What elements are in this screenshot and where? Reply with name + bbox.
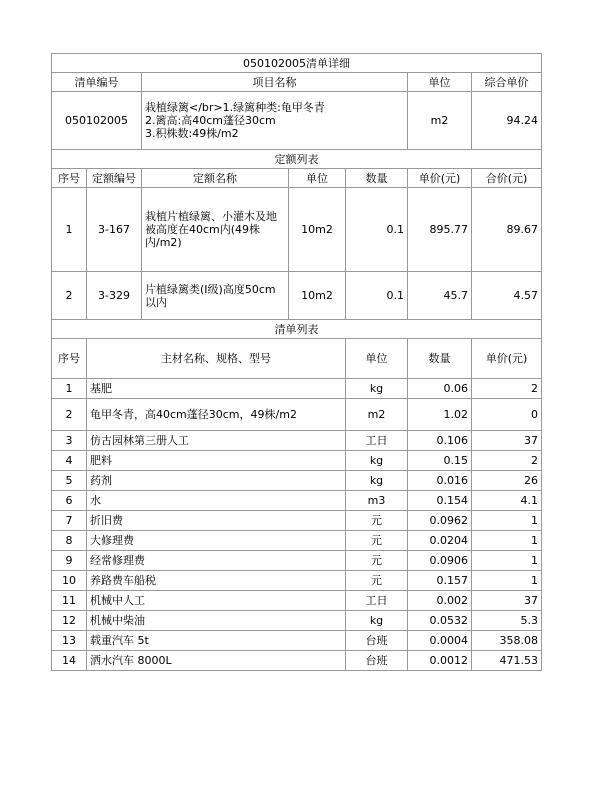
list-row bbox=[52, 431, 542, 451]
list-row bbox=[52, 399, 542, 431]
list-qty: 0.0204 bbox=[408, 531, 472, 551]
list-no: 1 bbox=[52, 379, 87, 399]
list-qty: 0.106 bbox=[408, 431, 472, 451]
bill-detail-table bbox=[51, 53, 542, 671]
list-no: 3 bbox=[52, 431, 87, 451]
list-price: 1 bbox=[472, 531, 542, 551]
quota-total: 4.57 bbox=[472, 272, 542, 320]
list-unit: m2 bbox=[346, 399, 408, 431]
quota-header-cell: 序号 bbox=[52, 169, 87, 188]
list-unit: 元 bbox=[346, 531, 408, 551]
quota-code: 3-329 bbox=[87, 272, 142, 320]
list-header-cell: 单位 bbox=[346, 339, 408, 379]
list-row bbox=[52, 591, 542, 611]
list-no: 9 bbox=[52, 551, 87, 571]
quota-name: 片植绿篱类(I级)高度50cm以内 bbox=[142, 272, 289, 320]
list-qty: 0.0906 bbox=[408, 551, 472, 571]
item-unit: m2 bbox=[408, 92, 472, 150]
list-name: 药剂 bbox=[87, 471, 346, 491]
list-no: 11 bbox=[52, 591, 87, 611]
item-name bbox=[142, 92, 408, 150]
list-header-row bbox=[52, 339, 542, 379]
list-header-cell: 序号 bbox=[52, 339, 87, 379]
list-price: 358.08 bbox=[472, 631, 542, 651]
list-name: 大修理费 bbox=[87, 531, 346, 551]
list-name: 水 bbox=[87, 491, 346, 511]
list-name: 龟甲冬青，高40cm蓬径30cm，49株/m2 bbox=[87, 399, 346, 431]
quota-unit: 10m2 bbox=[289, 188, 346, 272]
quota-qty: 0.1 bbox=[346, 272, 408, 320]
list-price: 26 bbox=[472, 471, 542, 491]
list-row bbox=[52, 491, 542, 511]
list-qty: 0.0012 bbox=[408, 651, 472, 671]
list-unit: kg bbox=[346, 379, 408, 399]
list-price: 2 bbox=[472, 451, 542, 471]
list-qty: 0.06 bbox=[408, 379, 472, 399]
list-header-cell: 数量 bbox=[408, 339, 472, 379]
quota-header-cell: 合价(元) bbox=[472, 169, 542, 188]
list-name: 洒水汽车 8000L bbox=[87, 651, 346, 671]
quota-price: 45.7 bbox=[408, 272, 472, 320]
main-header-row bbox=[52, 73, 542, 92]
header-code: 清单编号 bbox=[52, 73, 142, 92]
list-header-cell: 单价(元) bbox=[472, 339, 542, 379]
list-price: 37 bbox=[472, 591, 542, 611]
list-row bbox=[52, 471, 542, 491]
item-name-line: 栽植绿篱</br>1.绿篱种类:龟甲冬青 bbox=[145, 101, 325, 114]
quota-code: 3-167 bbox=[87, 188, 142, 272]
list-unit: 元 bbox=[346, 571, 408, 591]
list-row bbox=[52, 611, 542, 631]
list-name: 养路费车船税 bbox=[87, 571, 346, 591]
quota-qty: 0.1 bbox=[346, 188, 408, 272]
list-unit: m3 bbox=[346, 491, 408, 511]
list-no: 7 bbox=[52, 511, 87, 531]
list-price: 4.1 bbox=[472, 491, 542, 511]
header-unit: 单位 bbox=[408, 73, 472, 92]
quota-row bbox=[52, 272, 542, 320]
list-name: 机械中柴油 bbox=[87, 611, 346, 631]
quota-header-cell: 数量 bbox=[346, 169, 408, 188]
header-price: 综合单价 bbox=[472, 73, 542, 92]
list-row bbox=[52, 451, 542, 471]
list-qty: 0.157 bbox=[408, 571, 472, 591]
list-row bbox=[52, 651, 542, 671]
list-unit: kg bbox=[346, 451, 408, 471]
list-no: 12 bbox=[52, 611, 87, 631]
list-row bbox=[52, 571, 542, 591]
list-name: 基肥 bbox=[87, 379, 346, 399]
list-qty: 0.15 bbox=[408, 451, 472, 471]
list-row bbox=[52, 551, 542, 571]
list-header-cell: 主材名称、规格、型号 bbox=[87, 339, 346, 379]
list-qty: 0.0004 bbox=[408, 631, 472, 651]
list-body bbox=[52, 379, 542, 671]
header-name: 项目名称 bbox=[142, 73, 408, 92]
list-no: 4 bbox=[52, 451, 87, 471]
quota-price: 895.77 bbox=[408, 188, 472, 272]
list-row bbox=[52, 531, 542, 551]
list-price: 1 bbox=[472, 511, 542, 531]
list-name: 载重汽车 5t bbox=[87, 631, 346, 651]
list-qty: 0.016 bbox=[408, 471, 472, 491]
list-no: 14 bbox=[52, 651, 87, 671]
list-unit: 台班 bbox=[346, 651, 408, 671]
list-no: 10 bbox=[52, 571, 87, 591]
list-price: 1 bbox=[472, 571, 542, 591]
list-unit: kg bbox=[346, 611, 408, 631]
list-qty: 0.0962 bbox=[408, 511, 472, 531]
list-section-title: 清单列表 bbox=[52, 320, 542, 339]
list-qty: 1.02 bbox=[408, 399, 472, 431]
list-no: 6 bbox=[52, 491, 87, 511]
list-unit: 工日 bbox=[346, 431, 408, 451]
list-unit: 台班 bbox=[346, 631, 408, 651]
item-price: 94.24 bbox=[472, 92, 542, 150]
list-price: 0 bbox=[472, 399, 542, 431]
list-price: 5.3 bbox=[472, 611, 542, 631]
quota-name: 栽植片植绿篱、小灌木及地被高度在40cm内(49株内/m2) bbox=[142, 188, 289, 272]
quota-section-title: 定额列表 bbox=[52, 150, 542, 169]
list-name: 机械中人工 bbox=[87, 591, 346, 611]
quota-no: 2 bbox=[52, 272, 87, 320]
list-name: 仿古园林第三册人工 bbox=[87, 431, 346, 451]
list-name: 经常修理费 bbox=[87, 551, 346, 571]
quota-row bbox=[52, 188, 542, 272]
quota-no: 1 bbox=[52, 188, 87, 272]
list-no: 5 bbox=[52, 471, 87, 491]
list-qty: 0.0532 bbox=[408, 611, 472, 631]
list-unit: 元 bbox=[346, 511, 408, 531]
list-unit: 元 bbox=[346, 551, 408, 571]
list-qty: 0.154 bbox=[408, 491, 472, 511]
list-qty: 0.002 bbox=[408, 591, 472, 611]
quota-header-cell: 单价(元) bbox=[408, 169, 472, 188]
item-name-line: 3.积株数:49株/m2 bbox=[145, 127, 239, 140]
list-price: 1 bbox=[472, 551, 542, 571]
list-name: 肥料 bbox=[87, 451, 346, 471]
quota-header-cell: 单位 bbox=[289, 169, 346, 188]
list-row bbox=[52, 511, 542, 531]
quota-unit: 10m2 bbox=[289, 272, 346, 320]
list-price: 37 bbox=[472, 431, 542, 451]
list-unit: 工日 bbox=[346, 591, 408, 611]
list-unit: kg bbox=[346, 471, 408, 491]
quota-total: 89.67 bbox=[472, 188, 542, 272]
list-name: 折旧费 bbox=[87, 511, 346, 531]
list-price: 2 bbox=[472, 379, 542, 399]
quota-header-row bbox=[52, 169, 542, 188]
list-no: 13 bbox=[52, 631, 87, 651]
main-row bbox=[52, 92, 542, 150]
list-no: 2 bbox=[52, 399, 87, 431]
item-code: 050102005 bbox=[52, 92, 142, 150]
quota-header-cell: 定额名称 bbox=[142, 169, 289, 188]
table-title: 050102005清单详细 bbox=[52, 54, 542, 73]
list-price: 471.53 bbox=[472, 651, 542, 671]
quota-header-cell: 定额编号 bbox=[87, 169, 142, 188]
list-row bbox=[52, 379, 542, 399]
item-name-line: 2.篱高:高40cm蓬径30cm bbox=[145, 114, 276, 127]
list-no: 8 bbox=[52, 531, 87, 551]
list-row bbox=[52, 631, 542, 651]
